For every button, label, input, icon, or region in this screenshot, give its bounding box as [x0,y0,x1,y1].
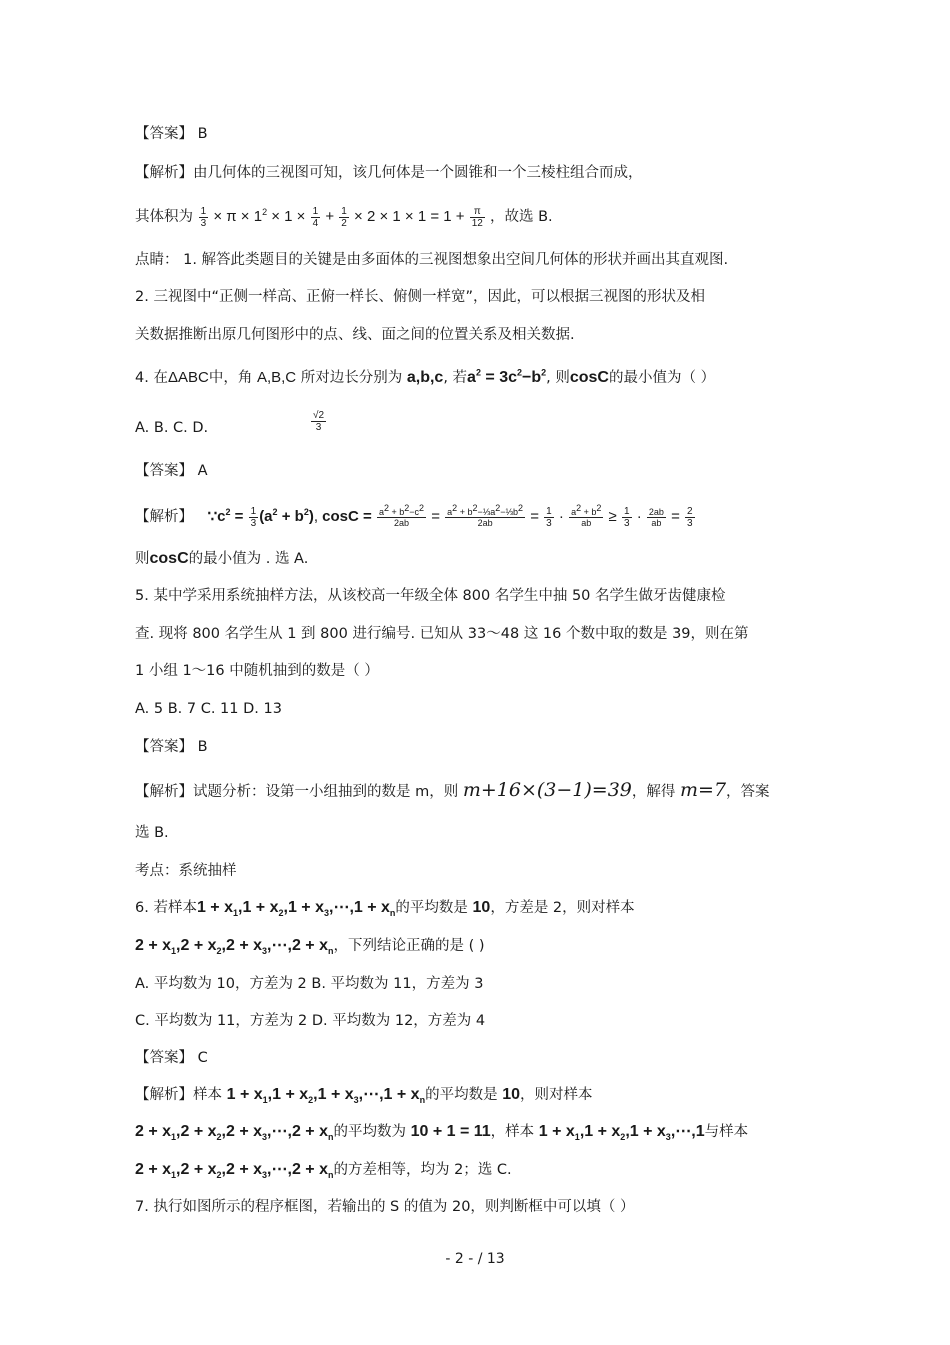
page-number: - 2 - / 13 [445,1251,505,1267]
explanation-6-l2: $2 + x_1,2 + x_2,2$ + $x_3,\cdots,2 + x_n$的平均数为 10 + 1 = 11，样本 $1 + x_1,1 + x_2,1$ + $x_3,\cdots,1$与样本 [135,1123,749,1143]
explanation-5-cont: 选 B. [135,825,169,841]
answer-4: 【答案】 A [135,463,208,479]
explanation-4: 【解析】 $\because c^2$ = $\frac{1}{3}$ $(a^2 + b^2)$, cosC = $\frac{a^2 + b^2-c^2}{2ab}$ = $\frac{a^2 + b^2-\frac{1}{3}a^2-\frac{1}{3}b^2}{2ab}$ = $\frac{1}{3}$ · $\frac{a^2 + b^2}{ab}$ ≥ $\frac{1}{3}$ · $\frac{2ab}{ab}$ = $\frac{2}{3}$ [135,502,693,529]
knowledge-point: 考点：系统抽样 [135,863,237,879]
tip-1: 点睛： 1. 解答此类题目的关键是由多面体的三视图想象出空间几何体的形状并画出其直观图. [135,252,729,268]
question-6-options-ab: A. 平均数为 10，方差为 2 B. 平均数为 11，方差为 3 [135,976,484,992]
answer-6: 【答案】 C [135,1050,208,1066]
question-4: 4. 在ΔABC中，角 A,B,C 所对边长分别为 a,b,c, 若$a^2 = 3c^2-b^2$, 则cosC的最小值为（ ） [135,367,716,386]
tip-2: 2. 三视图中“正侧一样高、正俯一样长、俯侧一样宽”，因此，可以根据三视图的形状及相 [135,289,705,305]
volume-formula: $\frac{1}{3}$ × $\pi \times 1^2 \times 1$ × $\frac{1}{4}$ + $\frac{1}{2}$ × 2 × 1 × 1 = 1 + $\frac{\pi}{12}$ [200,205,483,229]
explanation-5: 【解析】试题分析：设第一小组抽到的数是 m，则 m+16×(3−1)=39，解得 m=7，答案 [135,779,770,801]
explanation-3: 【解析】由几何体的三视图可知，该几何体是一个圆锥和一个三棱柱组合而成， [135,165,643,181]
explanation-6-l3: $2 + x_1,2 + x_2,2$ + $x_3,\cdots,2 + x_n$的方差相等，均为 2；选 C. [135,1161,512,1181]
explanation-4-cont: 则cosC的最小值为 . 选 A. [135,550,309,567]
answer-3: 【答案】 B [135,126,208,142]
question-6-l2: $2 + x_1,2 + x_2,2$ + $x_3,\cdots,2 + x_n$，下列结论正确的是 ( ) [135,937,485,957]
question-6-options-cd: C. 平均数为 11，方差为 2 D. 平均数为 12，方差为 4 [135,1013,486,1029]
answer-5: 【答案】 B [135,739,208,755]
question-5-l2: 查. 现将 800 名学生从 1 到 800 进行编号. 已知从 33～48 这 16 个数中取的数是 39，则在第 [135,626,749,642]
question-7: 7. 执行如图所示的程序框图，若输出的 S 的值为 20，则判断框中可以填（ ） [135,1199,635,1215]
question-6: 6. 若样本$1 + x_1,1 + x_2,1$ + $x_3,\cdots,1 + x_n$的平均数是 10，方差是 2，则对样本 [135,899,635,919]
explanation-6: 【解析】样本 $1 + x_1,1 + x_2,1$ + $x_3,\cdots,1 + x_n$的平均数是 10，则对样本 [135,1086,593,1106]
question-5-l3: 1 小组 1～16 中随机抽到的数是（ ） [135,663,379,679]
question-4-options: A. B. C. D. [135,420,209,436]
tip-2-cont: 关数据推断出原几何图形中的点、线、面之间的位置关系及相关数据. [135,327,575,343]
question-5-options: A. 5 B. 7 C. 11 D. 13 [135,701,282,717]
volume-formula-line: 其体积为 $\frac{1}{3}$ × $\pi \times 1^2 \times 1$ × $\frac{1}{4}$ + $\frac{1}{2}$ × 2 × 1 × 1 = 1 + $\frac{\pi}{12}$ ，故选 B. [135,205,553,229]
option-fraction: $\frac{√2}{3}$ [313,410,325,433]
question-5: 5. 某中学采用系统抽样方法，从该校高一年级全体 800 名学生中抽 50 名学生做牙齿健康检 [135,588,726,604]
